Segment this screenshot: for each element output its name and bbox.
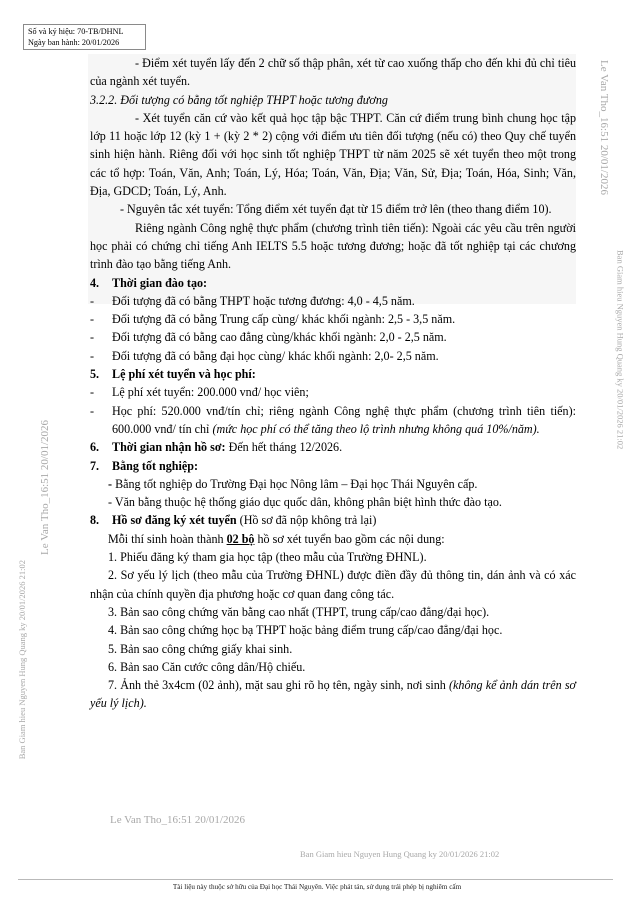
list-item-text: Đối tượng đã có bằng đại học cùng/ khác khối ngành: 2,0- 2,5 năm.: [112, 348, 439, 363]
list-item: [90, 292, 576, 310]
intro-text: Mỗi thí sinh hoàn thành: [108, 531, 227, 546]
watermark-signer: Ban Giam hieu Nguyen Hung Quang ky 20/01/2026 21:02: [615, 250, 626, 450]
dash: -: [90, 293, 95, 308]
tuition-text: Học phí: 520.000 vnđ/tín chỉ; riêng ngành Công nghệ thực phẩm (chương trình tiên tiến): 600.000 vnđ/ tín chỉ: [112, 403, 576, 436]
section-6-heading: [90, 438, 576, 456]
section-5-heading: [90, 365, 576, 383]
footer-notice: Tài liệu này thuộc sở hữu của Đại học Thái Nguyên. Việc phát tán, sử dụng trái phép bị nghiêm cấm: [172, 883, 462, 891]
subheading-3-2-2: 3.2.2. Đối tượng có bằng tốt nghiệp THPT hoặc tương đương: [90, 92, 388, 107]
dash: -: [90, 312, 95, 327]
dossier-item: 6. Bản sao Căn cước công dân/Hộ chiếu.: [108, 659, 306, 674]
tuition-note: (mức học phí có thể tăng theo lộ trình nhưng không quá 10%/năm).: [212, 421, 540, 436]
section-title: Hồ sơ đăng ký xét tuyển: [112, 513, 237, 528]
section-text: Đến hết tháng 12/2026.: [225, 440, 343, 455]
dash: -: [90, 403, 95, 418]
watermark-signer: Ban Giam hieu Nguyen Hung Quang ky 20/01/2026 21:02: [300, 849, 500, 859]
dossier-item-text: 7. Ảnh thẻ 3x4cm (02 ảnh), mặt sau ghi rõ họ tên, ngày sinh, nơi sinh: [108, 678, 449, 693]
dossier-item-note: (không kể ảnh dán trên sơ yếu lý lịch).: [90, 678, 577, 711]
list-item-text: Đối tượng đã có bằng Trung cấp cùng/ khác khối ngành: 2,5 - 3,5 năm.: [112, 312, 456, 327]
footer-divider: [18, 879, 613, 880]
section-number: 7.: [90, 458, 100, 473]
section-number: 8.: [90, 513, 100, 528]
principle-paragraph: - Nguyên tắc xét tuyển: Tổng điểm xét tuyển đạt từ 15 điểm trở lên (theo thang điểm 10).: [120, 202, 552, 217]
section-note: (Hồ sơ đã nộp không trả lại): [236, 513, 377, 528]
section-title: Thời gian đào tạo:: [112, 275, 208, 290]
dossier-item: 3. Bản sao công chứng văn bằng cao nhất (THPT, trung cấp/cao đẳng/đại học).: [108, 604, 490, 619]
list-item: [90, 402, 576, 439]
section-4-heading: [90, 274, 576, 292]
list-item: [90, 328, 576, 346]
food-tech-paragraph: Riêng ngành Công nghệ thực phẩm (chương trình tiên tiến): Ngoài các yêu cầu trên người học phải có chứng chỉ tiếng Anh IELTS 5.5 hoặc tương đương; hoặc đã tốt nghiệp tại các chương trình đào tạo bằng tiếng Anh.: [90, 220, 576, 272]
list-item-text: Đối tượng đã có bằng THPT hoặc tương đương: 4,0 - 4,5 năm.: [112, 293, 415, 308]
dossier-item: 5. Bản sao công chứng giấy khai sinh.: [108, 641, 293, 656]
diploma-issuer-text: Bằng tốt nghiệp do Trường Đại học Nông lâm – Đại học Thái Nguyên cấp.: [115, 476, 478, 491]
section-number: 5.: [90, 367, 100, 382]
section-7-heading: [90, 457, 576, 475]
watermark-signer: Ban Giam hieu Nguyen Hung Quang ky 20/01/2026 21:02: [17, 560, 27, 760]
section-6-line: [112, 438, 342, 456]
list-item: [90, 310, 576, 328]
dossier-item: 1. Phiếu đăng ký tham gia học tập (theo mẫu của Trường ĐHNL).: [108, 550, 427, 565]
watermark-user: Le Van Tho_16:51 20/01/2026: [110, 814, 245, 826]
selection-paragraph: - Xét tuyển căn cứ vào kết quả học tập bậc THPT. Căn cứ điểm trung bình chung học tập lớp 11 hoặc lớp 12 (kỳ 1 + (kỳ 2 * 2) cộng với điểm ưu tiên đối tượng (nếu có) theo Quy chế tuyển sinh hiện hành. Riêng đối với học sinh tốt nghiệp THPT từ năm 2025 sẽ xét tuyển theo một trong các tổ hợp: Toán, Văn, Anh; Toán, Lý, Hóa; Toán, Văn, Địa; Văn, Sử, Địa; Toán, Hóa, Sinh; Văn, Địa, GDCD; Toán, Lý, Anh.: [90, 110, 576, 199]
document-body: [90, 54, 576, 713]
list-item-text: [112, 402, 576, 439]
list-item: [90, 347, 576, 365]
dash: -: [90, 348, 95, 363]
diploma-system: - Văn bằng thuộc hệ thống giáo dục quốc dân, không phân biệt hình thức đào tạo.: [108, 495, 502, 510]
dossier-item: 4. Bản sao công chứng học bạ THPT hoặc bảng điểm trung cấp/cao đẳng/đại học.: [108, 623, 503, 638]
dash: -: [90, 385, 95, 400]
document-metadata-box: [23, 24, 146, 50]
diploma-issuer: [90, 475, 576, 493]
dossier-intro: [90, 530, 576, 548]
list-item: [90, 383, 576, 401]
section-number: 4.: [90, 275, 100, 290]
section-title: Bằng tốt nghiệp:: [112, 458, 199, 473]
section-title: Thời gian nhận hồ sơ:: [112, 440, 226, 455]
intro-text: hồ sơ xét tuyển bao gồm các nội dung:: [254, 531, 445, 546]
list-item-text: Lệ phí xét tuyển: 200.000 vnđ/ học viên;: [112, 385, 309, 400]
score-rule-paragraph: - Điểm xét tuyển lấy đến 2 chữ số thập phân, xét từ cao xuống thấp cho đến khi đủ chỉ tiêu của ngành xét tuyển.: [90, 56, 576, 89]
dossier-item: 2. Sơ yếu lý lịch (theo mẫu của Trường ĐHNL) được điền đầy đủ thông tin, dán ảnh và có xác nhận của chính quyền địa phương hoặc cơ quan đang công tác.: [90, 568, 576, 601]
section-title: Lệ phí xét tuyển và học phí:: [112, 367, 256, 382]
section-8-line: [112, 511, 376, 529]
list-item-text: Đối tượng đã có bằng cao đẳng cùng/khác khối ngành: 2,0 - 2,5 năm.: [112, 330, 447, 345]
section-8-heading: [90, 511, 576, 529]
watermark-user: Le Van Tho_16:51 20/01/2026: [39, 420, 51, 555]
document-number: Số và ký hiệu: 70-TB/DHNL: [28, 27, 124, 36]
issue-date: Ngày ban hành: 20/01/2026: [28, 38, 120, 47]
dossier-item: [90, 676, 576, 713]
watermark-user: Le Van Tho_16:51 20/01/2026: [598, 60, 610, 195]
dash: -: [90, 330, 95, 345]
section-number: 6.: [90, 440, 100, 455]
dash: -: [108, 476, 116, 491]
intro-emphasis: 02 bộ: [226, 531, 255, 546]
